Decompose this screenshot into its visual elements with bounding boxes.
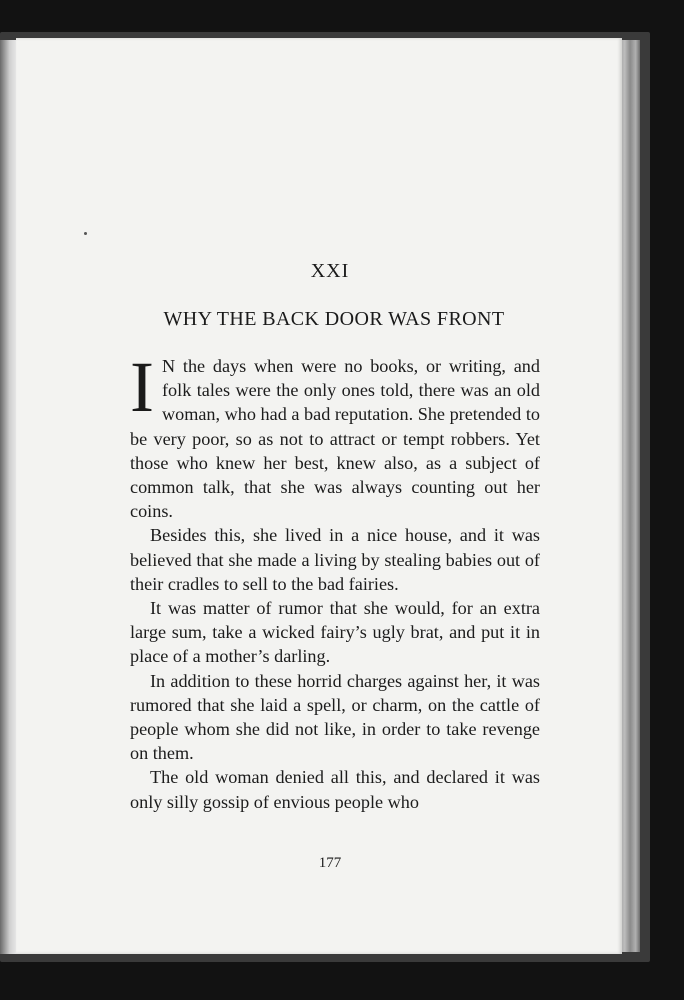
chapter-title: WHY THE BACK DOOR WAS FRONT [163, 308, 505, 330]
chapter-number: XXI [310, 260, 350, 282]
paragraph-4: In addition to these horrid charges against her, it was rumored that she laid a spell, or charm, on the cattle of people whom she did not like, in order to take revenge on them. [130, 670, 540, 764]
paper-speck [84, 232, 87, 235]
paragraph-3: It was matter of rumor that she would, for an extra large sum, take a wicked fairy’s ugly brat, and put it in place of a mother’s darling. [130, 598, 540, 667]
book-gutter-edge [0, 40, 16, 954]
paragraph-2: Besides this, she lived in a nice house, and it was believed that she made a living by stealing babies out of their cradles to sell to the bad fairies. [130, 525, 540, 594]
chapter-body [130, 347, 540, 814]
paragraph-1-text: N the days when were no books, or writing, and folk tales were the only ones told, there was an old woman, who had a bad reputation. She pretended to be very poor, so as not to attract or tempt robbers. Yet those who knew her best, knew also, as a subject of common talk, that she was always counting out her coins. [130, 356, 540, 522]
drop-cap: I [130, 347, 154, 427]
paragraph-5: The old woman denied all this, and declared it was only silly gossip of envious people who [130, 767, 540, 812]
paragraph-1 [130, 347, 540, 523]
page-number: 177 [318, 855, 342, 871]
